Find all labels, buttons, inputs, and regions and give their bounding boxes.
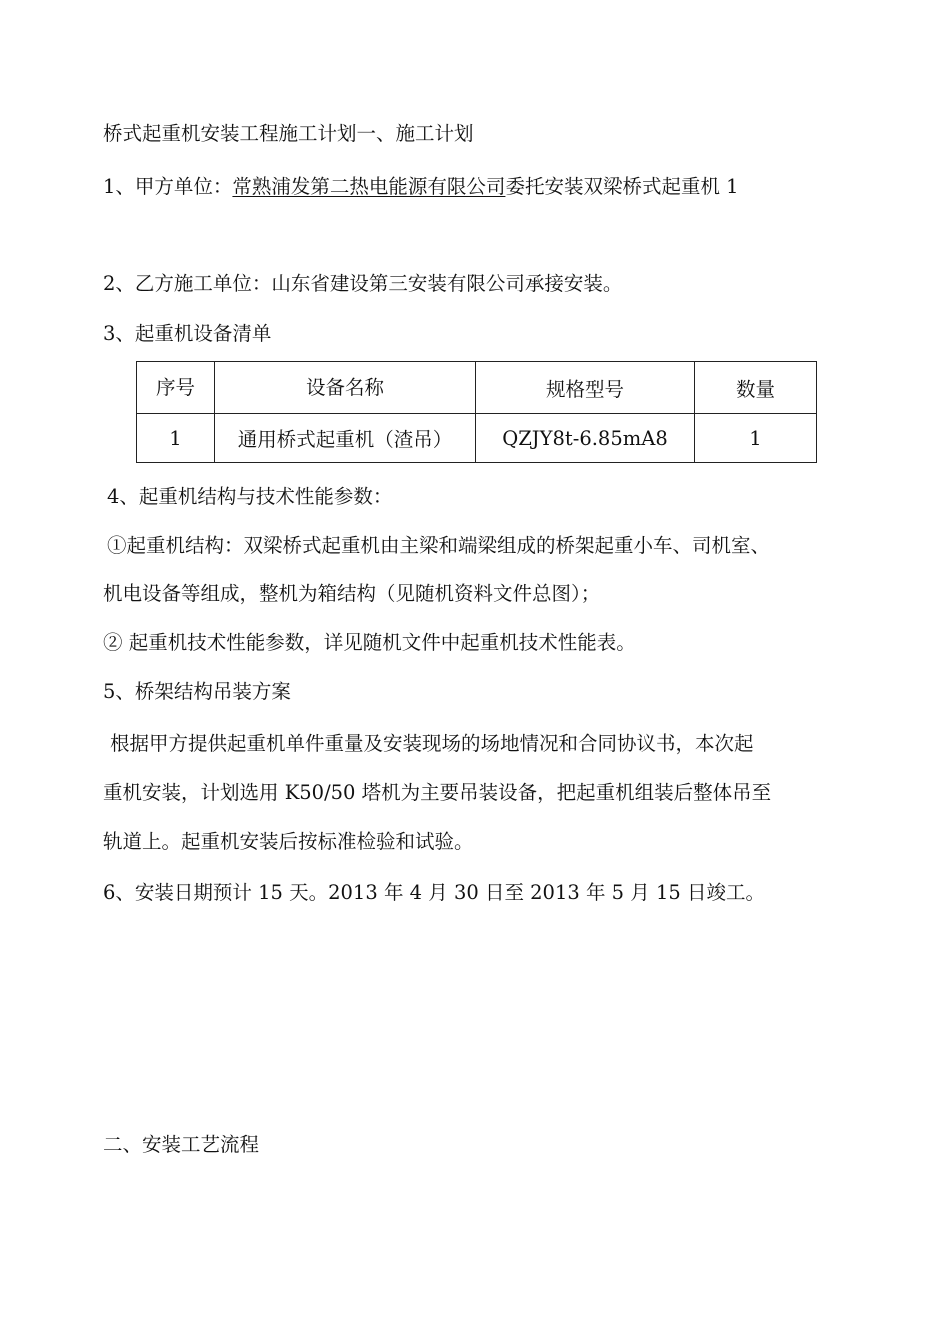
performance-line: ② 起重机技术性能参数，详见随机文件中起重机技术性能表。 [103, 631, 636, 654]
equipment-table [136, 361, 817, 463]
party-a-prefix: 1、甲方单位： [103, 175, 233, 198]
header-equipment-name: 设备名称 [215, 362, 476, 414]
schedule-line: 6、安装日期预计 15 天。2013 年 4 月 30 日至 2013 年 5 月 15 日竣工。 [103, 881, 765, 904]
structure-line-2: 机电设备等组成，整机为箱结构（见随机资料文件总图）； [103, 582, 601, 605]
lifting-plan-line-1: 根据甲方提供起重机单件重量及安装现场的场地情况和合同协议书，本次起 [110, 732, 754, 755]
lifting-plan-heading: 5、桥架结构吊装方案 [103, 680, 291, 703]
party-a-line [103, 173, 739, 201]
lifting-plan-line-2: 重机安装，计划选用 K50/50 塔机为主要吊装设备，把起重机组装后整体吊至 [103, 781, 772, 804]
party-a-suffix: 委托安装双梁桥式起重机 1 [505, 175, 739, 198]
header-index: 序号 [137, 362, 215, 414]
section-2-heading: 二、安装工艺流程 [103, 1133, 260, 1156]
cell-quantity: 1 [695, 414, 817, 463]
cell-model: QZJY8t-6.85mA8 [476, 414, 695, 463]
equipment-list-heading: 3、起重机设备清单 [103, 322, 272, 345]
cell-index: 1 [137, 414, 215, 463]
lifting-plan-line-3: 轨道上。起重机安装后按标准检验和试验。 [103, 830, 474, 853]
table-header-row [137, 362, 817, 414]
document-title: 桥式起重机安装工程施工计划一、施工计划 [103, 122, 474, 145]
header-model: 规格型号 [476, 362, 695, 414]
structure-heading: 4、起重机结构与技术性能参数： [107, 485, 393, 508]
party-b-line: 2、乙方施工单位：山东省建设第三安装有限公司承接安装。 [103, 272, 623, 295]
party-a-company: 常熟浦发第二热电能源有限公司 [232, 175, 506, 198]
header-quantity: 数量 [695, 362, 817, 414]
structure-line-1: ①起重机结构：双梁桥式起重机由主梁和端梁组成的桥架起重小车、司机室、 [107, 534, 771, 557]
table-row [137, 414, 817, 463]
cell-equipment-name: 通用桥式起重机（渣吊） [215, 414, 476, 463]
